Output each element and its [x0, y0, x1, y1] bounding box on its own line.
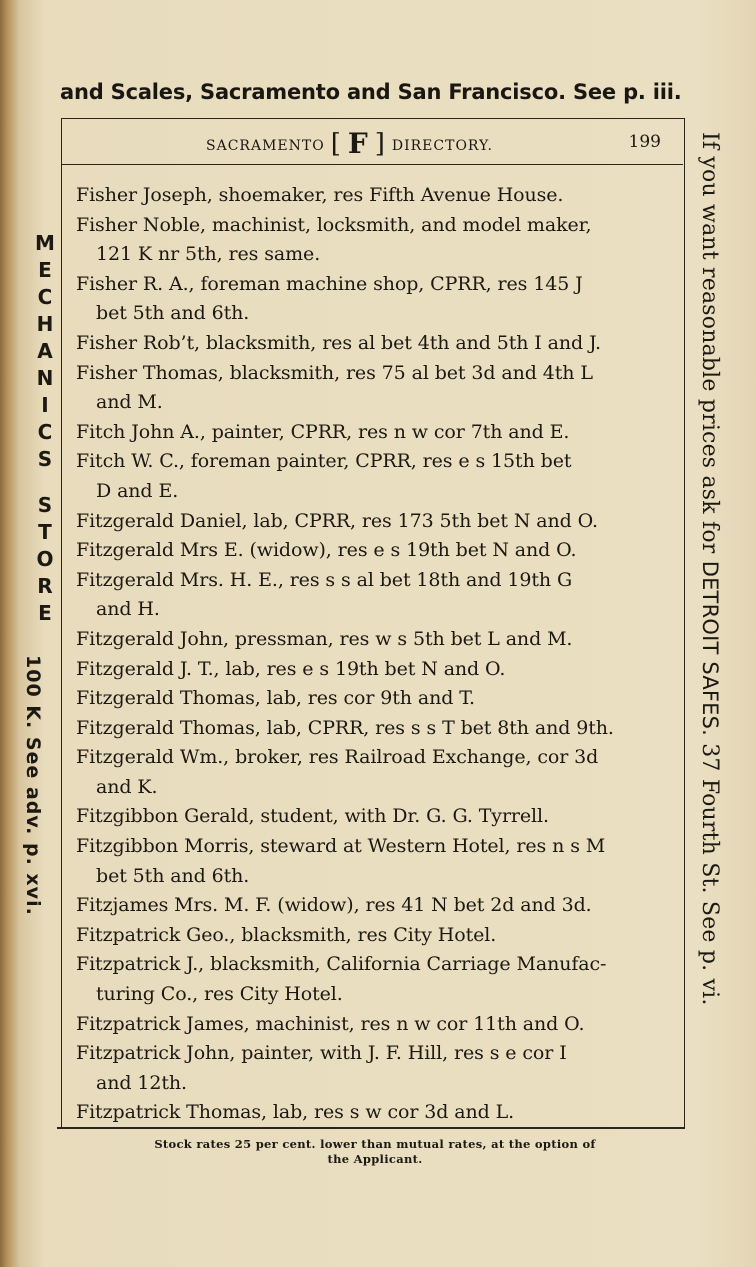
- entry-continuation: bet 5th and 6th.: [96, 302, 250, 325]
- directory-entry: [76, 1098, 668, 1128]
- margin-letter: I: [41, 393, 49, 417]
- entry-text: Fitzpatrick Geo., blacksmith, res City Hotel.: [76, 923, 497, 946]
- margin-letter: T: [38, 520, 52, 544]
- entry-continuation: bet 5th and 6th.: [96, 864, 250, 887]
- entry-text: Fitzjames Mrs. M. F. (widow), res 41 N bet 2d and 3d.: [76, 894, 592, 917]
- running-head-bracket-close: ]: [374, 128, 386, 159]
- entry-text: Fitzgibbon Morris, steward at Western Hotel, res n s M: [76, 835, 606, 858]
- directory-entry: [76, 921, 668, 951]
- running-head-letter: F: [347, 127, 369, 160]
- directory-entry: [76, 270, 668, 329]
- footer-line-2: the Applicant.: [327, 1152, 423, 1166]
- running-head: [61, 124, 683, 165]
- directory-entry: [76, 950, 668, 1009]
- right-margin-text-b: 37 Fourth St. See p. vi.: [697, 736, 722, 1006]
- entry-text: Fitzgerald J. T., lab, res e s 19th bet N and O.: [76, 657, 506, 680]
- right-margin-advertisement: [697, 132, 722, 1006]
- directory-entry: [76, 832, 668, 891]
- directory-entry: [76, 329, 668, 359]
- entry-text: Fitzgerald Thomas, lab, CPRR, res s s T bet 8th and 9th.: [76, 716, 614, 739]
- entry-text: Fisher Thomas, blacksmith, res 75 al bet 3d and 4th L: [76, 361, 593, 384]
- directory-entry: [76, 684, 668, 714]
- directory-entry: [76, 891, 668, 921]
- entry-text: Fitzgerald Daniel, lab, CPRR, res 173 5th bet N and O.: [76, 509, 598, 532]
- entry-text: Fitzgerald John, pressman, res w s 5th bet L and M.: [76, 627, 573, 650]
- entry-text: Fitzgerald Mrs E. (widow), res e s 19th bet N and O.: [76, 539, 577, 562]
- running-head-city: SACRAMENTO: [206, 137, 325, 154]
- running-head-directory: DIRECTORY.: [391, 137, 493, 154]
- entry-text: Fitch John A., painter, CPRR, res n w cor 7th and E.: [76, 420, 570, 443]
- entry-continuation: and M.: [96, 391, 163, 414]
- margin-letter: C: [37, 420, 53, 444]
- left-margin-word-mechanics: [30, 230, 60, 473]
- right-margin-caps: DETROIT SAFES.: [698, 560, 722, 737]
- entry-text: Fisher Joseph, shoemaker, res Fifth Avenue House.: [76, 184, 564, 206]
- entry-continuation: and K.: [96, 775, 158, 798]
- entry-text: Fisher Noble, machinist, locksmith, and model maker,: [76, 213, 592, 236]
- directory-entry: [76, 359, 668, 418]
- entry-text: Fisher Rob’t, blacksmith, res al bet 4th and 5th I and J.: [76, 331, 601, 354]
- left-margin-rotated-address: 100 K. See adv. p. xvi.: [22, 655, 44, 916]
- entry-text: Fitzgerald Wm., broker, res Railroad Exchange, cor 3d: [76, 746, 599, 769]
- page-number: 199: [628, 132, 661, 152]
- directory-entry: [76, 743, 668, 802]
- margin-letter: M: [35, 231, 55, 255]
- entry-text: Fisher R. A., foreman machine shop, CPRR, res 145 J: [76, 272, 583, 295]
- directory-entry: [76, 802, 668, 832]
- directory-entry: [76, 181, 668, 211]
- entry-text: Fitzpatrick J., blacksmith, California Carriage Manufac-: [76, 953, 607, 976]
- entry-text: Fitzpatrick James, machinist, res n w cor 11th and O.: [76, 1012, 585, 1035]
- running-head-bracket-open: [: [330, 128, 342, 159]
- directory-entry: [76, 655, 668, 685]
- directory-entry: [76, 418, 668, 448]
- directory-entry: [76, 625, 668, 655]
- margin-letter: C: [37, 285, 53, 309]
- margin-letter: S: [37, 447, 53, 471]
- entry-continuation: and 12th.: [96, 1071, 187, 1094]
- margin-letter: H: [36, 312, 54, 336]
- entry-continuation: D and E.: [96, 479, 179, 502]
- margin-letter: S: [37, 493, 53, 517]
- footer-line-1: Stock rates 25 per cent. lower than mutual rates, at the option of: [154, 1137, 596, 1151]
- running-head-title: [206, 129, 493, 162]
- margin-letter: N: [36, 366, 54, 390]
- entry-text: Fitzgerald Thomas, lab, res cor 9th and T.: [76, 687, 475, 710]
- entry-text: Fitzgibbon Gerald, student, with Dr. G. G. Tyrrell.: [76, 805, 549, 828]
- directory-entry: [76, 566, 668, 625]
- entry-continuation: 121 K nr 5th, res same.: [96, 243, 321, 266]
- margin-letter: R: [37, 574, 53, 598]
- entry-text: Fitzgerald Mrs. H. E., res s s al bet 18th and 19th G: [76, 568, 573, 591]
- entry-text: Fitch W. C., foreman painter, CPRR, res e s 15th bet: [76, 450, 572, 473]
- directory-entry: [76, 447, 668, 506]
- directory-entry: [76, 1039, 668, 1098]
- directory-entry: [76, 536, 668, 566]
- directory-entry: [76, 211, 668, 270]
- directory-entry: [76, 714, 668, 744]
- entry-text: Fitzpatrick Thomas, lab, res s w cor 3d and L.: [76, 1101, 515, 1124]
- margin-letter: O: [36, 547, 54, 571]
- top-banner-advertisement: and Scales, Sacramento and San Francisco. See p. iii.: [60, 80, 682, 104]
- entry-continuation: turing Co., res City Hotel.: [96, 983, 343, 1006]
- margin-letter: E: [38, 601, 52, 625]
- directory-entry: [76, 1010, 668, 1040]
- right-margin-text-a: If you want reasonable prices ask for: [697, 132, 722, 561]
- margin-letter: A: [37, 339, 53, 363]
- left-margin-word-store: [30, 492, 60, 627]
- directory-entries: [76, 181, 668, 1128]
- entry-text: Fitzpatrick John, painter, with J. F. Hill, res s e cor I: [76, 1042, 567, 1065]
- entry-continuation: and H.: [96, 598, 160, 621]
- directory-entry: [76, 507, 668, 537]
- footer-note: [90, 1137, 660, 1167]
- margin-letter: E: [38, 258, 52, 282]
